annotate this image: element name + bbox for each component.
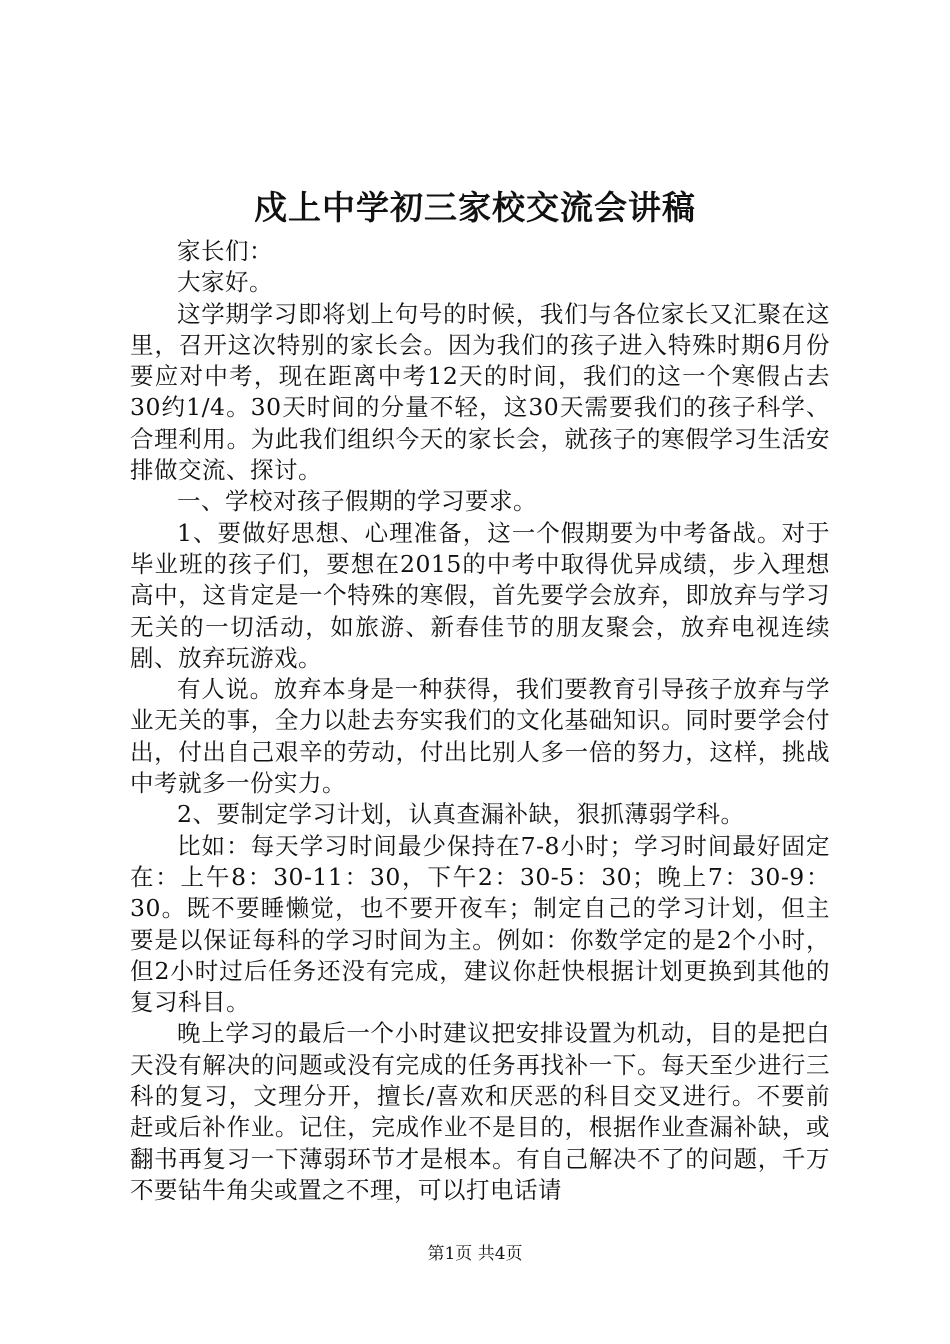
paragraph-schedule: 比如：每天学习时间最少保持在7-8小时；学习时间最好固定在：上午8：30-11：30，下午2：30-5：30；晚上7：30-9：30。既不要睡懒觉，也不要开夜车；制定自己的学习计划，但主要是以保证每科的学习时间为主。例如：你数学定的是2个小时，但2小时过后任务还没有完成，建议你赶快根据计划更换到其他的复习科目。 bbox=[130, 831, 830, 1017]
paragraph-item-1: 1、要做好思想、心理准备，这一个假期要为中考备战。对于毕业班的孩子们，要想在2015的中考中取得优异成绩，步入理想高中，这肯定是一个特殊的寒假，首先要学会放弃，即放弃与学习无关的一切活动，如旅游、新春佳节的朋友聚会，放弃电视连续剧、放弃玩游戏。 bbox=[130, 518, 830, 672]
paragraph-sacrifice: 有人说。放弃本身是一种获得，我们要教育引导孩子放弃与学业无关的事，全力以赴去夯实我们的文化基础知识。同时要学会付出，付出自己艰辛的劳动，付出比别人多一倍的努力，这样，挑战中考就多一份实力。 bbox=[130, 675, 830, 798]
paragraph-item-2: 2、要制定学习计划，认真查漏补缺，狠抓薄弱学科。 bbox=[177, 800, 745, 829]
page-footer: 第1页 共4页 bbox=[427, 1244, 523, 1264]
paragraph-greeting: 大家好。 bbox=[177, 268, 273, 297]
section-heading-1: 一、学校对孩子假期的学习要求。 bbox=[177, 487, 537, 516]
document-title: 戍上中学初三家校交流会讲稿 bbox=[254, 188, 696, 227]
paragraph-evening: 晚上学习的最后一个小时建议把安排设置为机动，目的是把白天没有解决的问题或没有完成的任务再找补一下。每天至少进行三科的复习，文理分开，擅长/喜欢和厌恶的科目交叉进行。不要前赶或后补作业。记住，完成作业不是目的，根据作业查漏补缺，或翻书再复习一下薄弱环节才是根本。有自己解决不了的问题，千万不要钻牛角尖或置之不理，可以打电话请 bbox=[130, 1019, 830, 1204]
document-body bbox=[130, 236, 830, 1206]
paragraph-salutation: 家长们： bbox=[177, 237, 273, 265]
paragraph-intro: 这学期学习即将划上句号的时候，我们与各位家长又汇聚在这里，召开这次特别的家长会。因为我们的孩子进入特殊时期6月份要应对中考，现在距离中考12天的时间，我们的这一个寒假占去30约1/4。30天时间的分量不轻，这30天需要我们的孩子科学、合理利用。为此我们组织今天的家长会，就孩子的寒假学习生活安排做交流、探讨。 bbox=[130, 299, 830, 485]
